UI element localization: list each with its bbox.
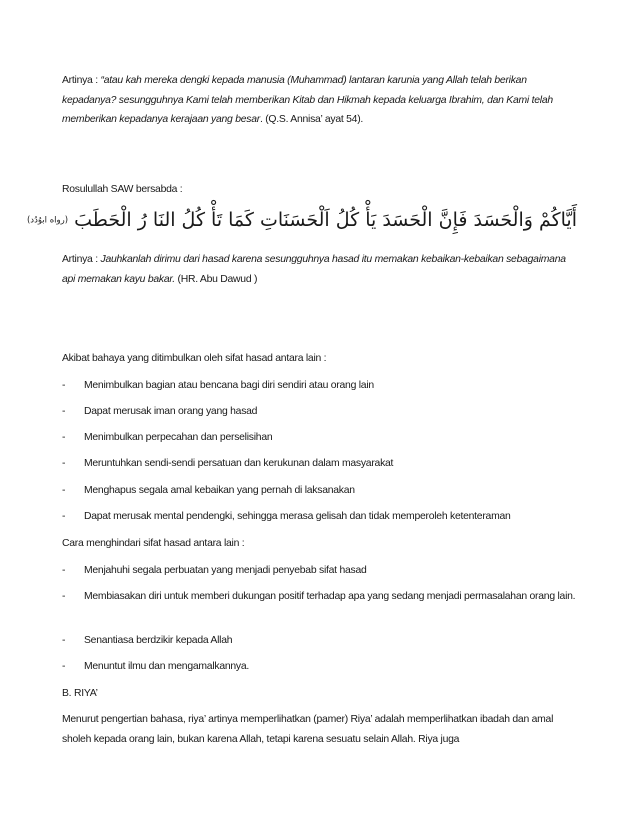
quote-prefix: Artinya : [62, 75, 101, 86]
quote-annisa-54 [62, 71, 577, 130]
bullet-dash: - [62, 565, 66, 576]
bullet-dash: - [62, 591, 66, 602]
list-item [62, 587, 577, 607]
list-item [62, 376, 577, 396]
list-item [62, 631, 577, 651]
bullet-dash: - [62, 432, 66, 443]
list-item [62, 561, 577, 581]
list-item-text: Menimbulkan bagian atau bencana bagi diri sendiri atau orang lain [84, 380, 374, 391]
list-item-text: Dapat merusak mental pendengki, sehingga merasa gelisah dan tidak memperoleh ketenteraman [84, 511, 511, 522]
arabic-narrator: (رواه ابوُدُد) [26, 215, 69, 226]
riya-paragraph: Menurut pengertian bahasa, riya’ artinya memperlihatkan (pamer) Riya’ adalah memperlihatkan ibadah dan amal sholeh kepada orang lain, bukan karena Allah, tetapi karena sesuatu selain Allah. Riya juga [62, 714, 554, 745]
cara-heading: Cara menghindari sifat hasad antara lain : [62, 538, 245, 549]
quote-hadith-translation [62, 250, 577, 289]
list-item-text: Dapat merusak iman orang yang hasad [84, 406, 258, 417]
riya-heading: B. RIYA’ [62, 688, 98, 699]
quote2-prefix: Artinya : [62, 254, 101, 265]
list-item-text: Menimbulkan perpecahan dan perselisihan [84, 432, 273, 443]
arabic-hadith-text: أَيَّاكُمْ وَالْحَسَدَ فَإِنَّ الْحَسَدَ يَأْ كُلُ اَلْحَسَنَاتِ كَمَا تَأْ كُلُ النَا رُ الْحَطَبَ [74, 209, 577, 231]
list-item [62, 428, 577, 448]
list-item-text: Membiasakan diri untuk memberi dukungan positif terhadap apa yang sedang menjadi permasalahan orang lain. [84, 591, 576, 602]
list-item [62, 402, 577, 422]
quote-italic-text: “atau kah mereka dengki kepada manusia (Muhammad) lantaran karunia yang Allah telah berikan kepadanya? sesungguhnya Kami telah memberikan Kitab dan Hikmah kepada keluarga Ibrahim, dan Kami telah memberikan kepadanya kerajaan yang besar [62, 75, 553, 125]
bullet-dash: - [62, 635, 66, 646]
list-item [62, 481, 577, 501]
bullet-dash: - [62, 511, 66, 522]
list-item-text: Menghapus segala amal kebaikan yang pernah di laksanakan [84, 485, 355, 496]
list-item-text: Senantiasa berdzikir kepada Allah [84, 635, 233, 646]
list-item [62, 454, 577, 474]
arabic-hadith [26, 200, 577, 240]
list-item [62, 657, 577, 677]
list-item-text: Menuntut ilmu dan mengamalkannya. [84, 661, 250, 672]
bullet-dash: - [62, 406, 66, 417]
quote-citation: . (Q.S. Annisa’ ayat 54). [259, 114, 364, 125]
quote2-citation: (HR. Abu Dawud ) [174, 273, 258, 285]
bullet-dash: - [62, 485, 66, 496]
list-item-text: Meruntuhkan sendi-sendi persatuan dan kerukunan dalam masyarakat [84, 458, 394, 469]
list-item [62, 507, 577, 527]
bullet-dash: - [62, 380, 66, 391]
bullet-dash: - [62, 661, 66, 672]
akibat-heading: Akibat bahaya yang ditimbulkan oleh sifat hasad antara lain : [62, 353, 327, 364]
list-item-text: Menjahuhi segala perbuatan yang menjadi penyebab sifat hasad [84, 565, 367, 576]
hadith-intro: Rosulullah SAW bersabda : [62, 184, 183, 195]
bullet-dash: - [62, 458, 66, 469]
quote2-italic-text: Jauhkanlah dirimu dari hasad karena sesungguhnya hasad itu memakan kebaikan-kebaikan sebagaimana api memakan kayu bakar. [62, 254, 566, 285]
